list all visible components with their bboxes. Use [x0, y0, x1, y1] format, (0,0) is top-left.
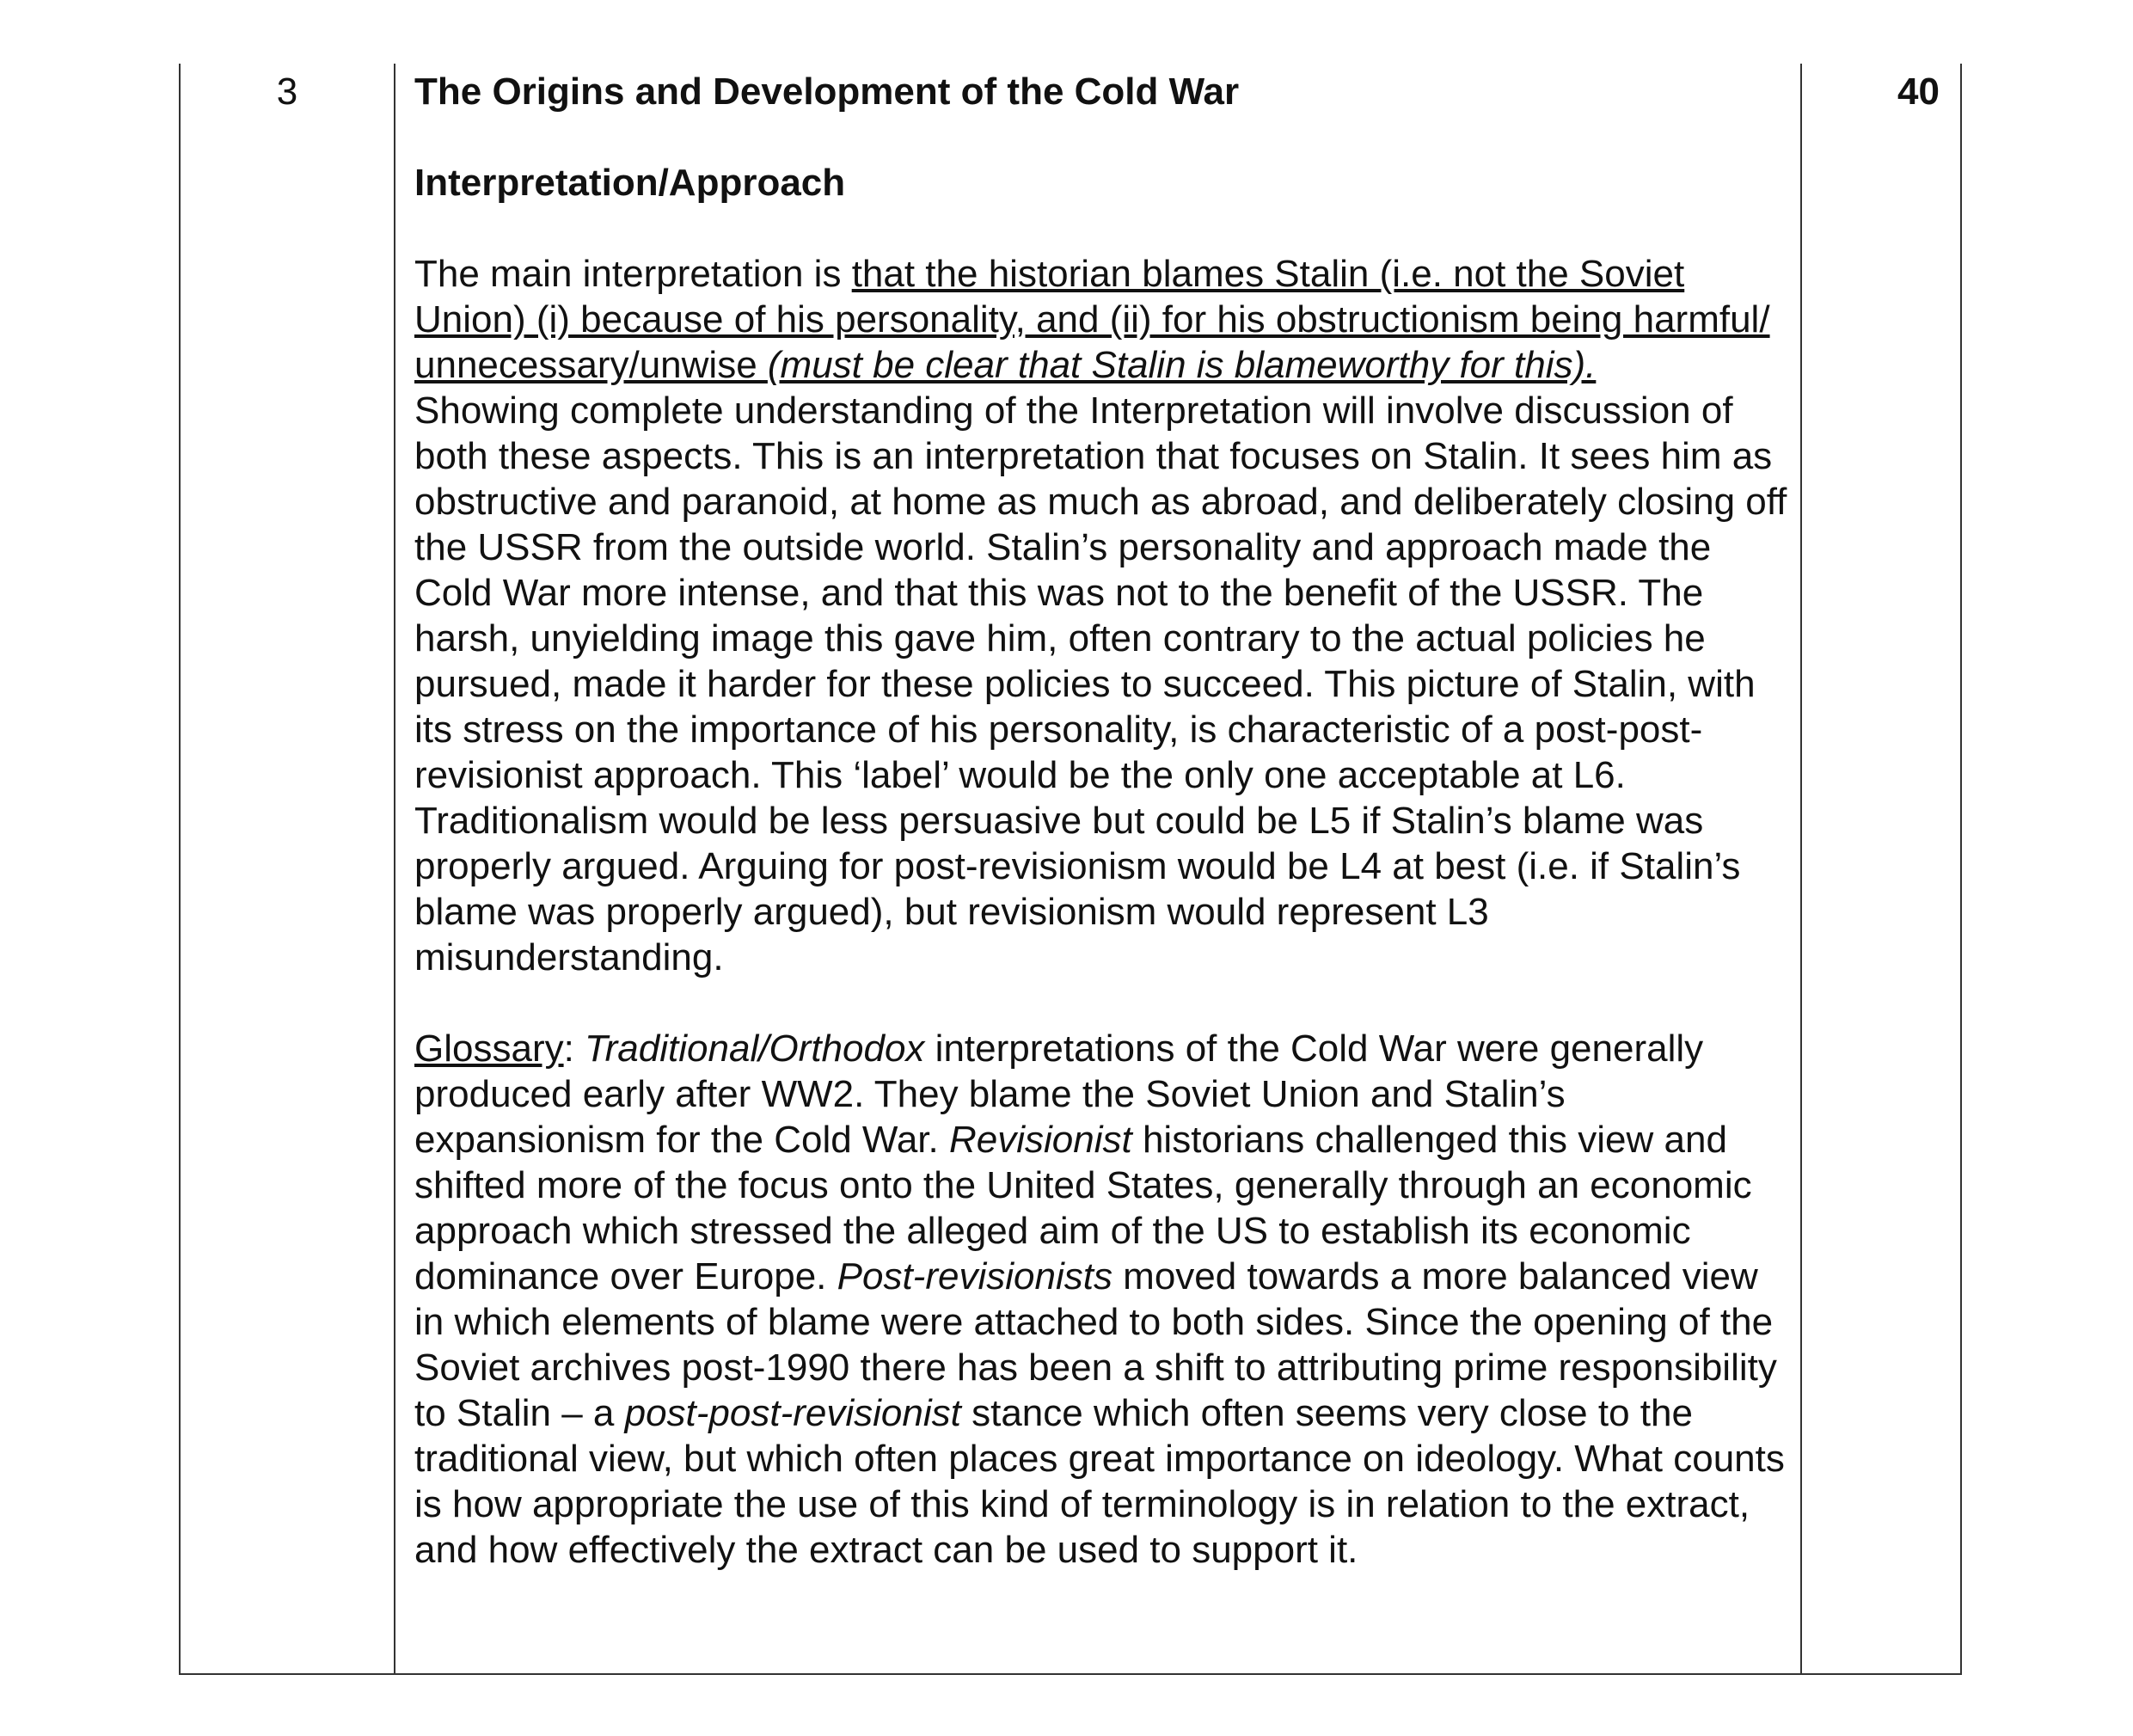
interpretation-key-point-continued: unnecessary/unwise [414, 344, 768, 386]
mark-scheme-table [179, 64, 1962, 1675]
glossary-term: Revisionist [948, 1119, 1132, 1161]
interpretation-body: Showing complete understanding of the Interpretation will involve discussion of both these aspects. This is an interpretation that focuses on Stalin. It sees him as obstructive and paranoid, at home as much as abroad, and deliberately closing off the USSR from the outside world. Stalin’s personality and approach made the Cold War more intense, and that this was not to the benefit of the USSR. The harsh, unyielding image this gave him, often contrary to the actual policies he pursued, made it harder for these policies to succeed. This picture of Stalin, with its stress on the importance of his personality, is characteristic of a post-post-revisionist approach. This ‘label’ would be the only one acceptable at L6. Traditionalism would be less persuasive but could be L5 if Stalin’s blame was properly argued. Arguing for post-revisionism would be L4 at best (i.e. if Stalin’s blame was properly argued), but revisionism would represent L3 misunderstanding. [414, 390, 1787, 978]
glossary-label: Glossary [414, 1027, 564, 1070]
interpretation-note: (must be clear that Stalin is blameworthy for this). [767, 344, 1597, 386]
glossary-term: post-post-revisionist [624, 1392, 961, 1434]
question-marks: 40 [1897, 71, 1940, 113]
glossary-term: Post-revisionists [837, 1255, 1112, 1297]
glossary-paragraph: Glossary: Traditional/Orthodox interpretations of the Cold War were generally produced early after WW2. They blame the Soviet Union and Stalin’s expansionism for the Cold War. Revisionist historians challenged this view and shifted more of the focus onto the United States, generally through an economic approach which stressed the alleged aim of the US to establish its economic dominance over Europe. Post-revisionists moved towards a more balanced view in which elements of blame were attached to both sides. Since the opening of the Soviet archives post-1990 there has been a shift to attributing prime responsibility to Stalin – a post-post-revisionist stance which often seems very close to the traditional view, but which often places great importance on ideology. What counts is how appropriate the use of this kind of terminology is in relation to the extract, and how effectively the extract can be used to support it. [414, 1027, 1785, 1571]
interpretation-paragraph [414, 251, 1788, 980]
section-heading: Interpretation/Approach [414, 162, 846, 204]
interpretation-intro: The main interpretation is [414, 253, 852, 295]
question-title: The Origins and Development of the Cold War [414, 71, 1240, 113]
question-number: 3 [276, 71, 298, 113]
interpretation-key-point: that the historian blames Stalin (i.e. not the Soviet Union) (i) because of his personality, and (ii) for his obstructionism being harmful/ [414, 253, 1770, 340]
answer-guidance [414, 69, 1788, 1573]
column-divider [394, 64, 395, 1673]
glossary-term: Traditional/Orthodox [585, 1027, 925, 1070]
column-divider [1800, 64, 1802, 1673]
